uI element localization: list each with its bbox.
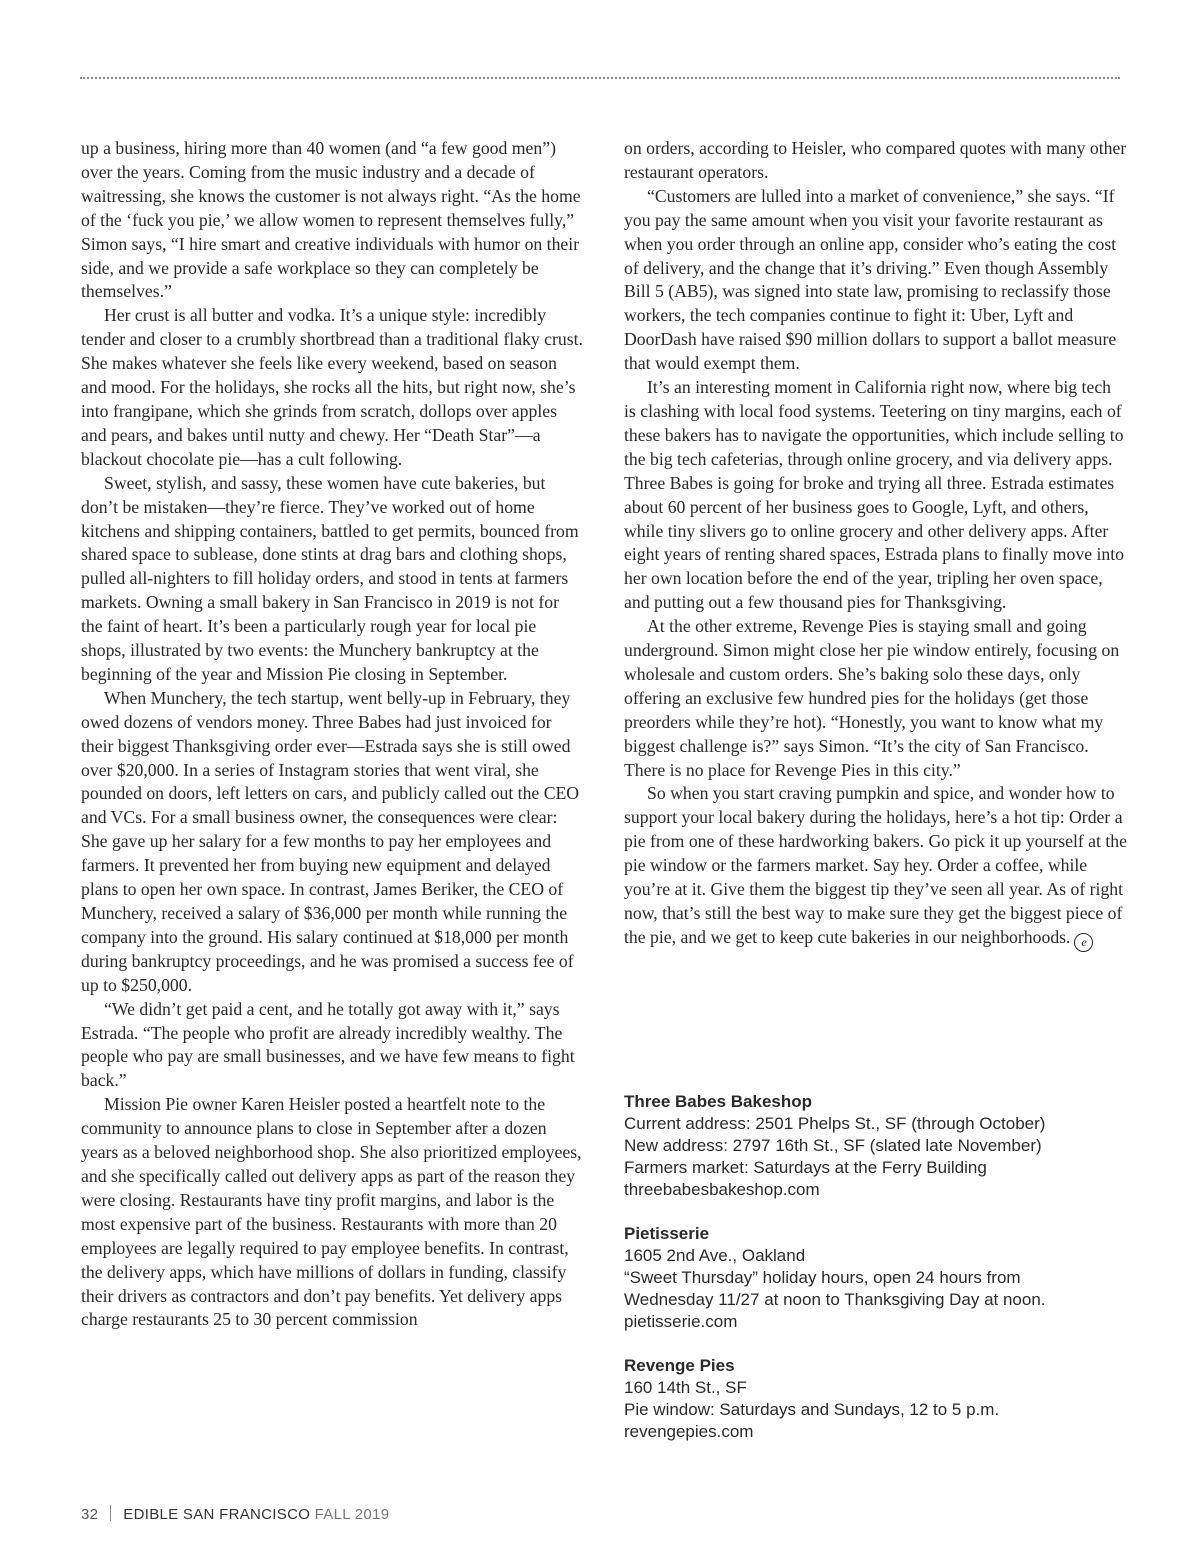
listing-line: Pie window: Saturdays and Sundays, 12 to 5 p.m. [624, 1400, 1000, 1419]
paragraph: Mission Pie owner Karen Heisler posted a heartfelt note to the community to announce plans to close in September after a dozen years as a beloved neighborhood shop. She also prioritized employees, and she specifically called out delivery apps as part of the reason they were closing. Restaurants have tiny profit margins, and labor is the most expensive part of the business. Restaurants with more than 20 employees are legally required to pay employee benefits. In contrast, the delivery apps, which have millions of dollars in funding, classify their drivers as contractors and don’t pay benefits. Yet delivery apps charge restaurants 25 to 30 percent commission [81, 1094, 582, 1330]
end-of-story-icon: e [1074, 933, 1093, 952]
article-column-left [81, 137, 583, 1332]
listing-website-link[interactable]: threebabesbakeshop.com [624, 1180, 820, 1199]
listing-line: Farmers market: Saturdays at the Ferry Building [624, 1158, 987, 1177]
paragraph: Sweet, stylish, and sassy, these women have cute bakeries, but don’t be mistaken—they’re fierce. They’ve worked out of home kitchens and shipping containers, battled to get permits, bounced from shared space to sublease, done stints at drag bars and clothing shops, pulled all-nighters to fill holiday orders, and stood in tents at farmers markets. Owning a small bakery in San Francisco in 2019 is not for the faint of heart. It’s been a particularly rough year for local pie shops, illustrated by two events: the Munchery bankruptcy at the beginning of the year and Mission Pie closing in September. [81, 472, 579, 684]
paragraph: At the other extreme, Revenge Pies is staying small and going underground. Simon might close her pie window entirely, focusing on wholesale and custom orders. She’s baking solo these days, only offering an exclusive few hundred pies for the holidays (get those preorders while they’re hot). “Honestly, you want to know what my biggest challenge is?” says Simon. “It’s the city of San Francisco. There is no place for Revenge Pies in this city.” [624, 616, 1120, 780]
listing-line: “Sweet Thursday” holiday hours, open 24 hours from [624, 1268, 1021, 1287]
paragraph: Her crust is all butter and vodka. It’s a unique style: incredibly tender and closer to a crumbly shortbread than a traditional flaky crust. She makes whatever she feels like every weekend, based on season and mood. For the holidays, she rocks all the hits, but right now, she’s into frangipane, which she grinds from scratch, dollops over apples and pears, and bakes until nutty and chewy. Her “Death Star”—a blackout chocolate pie—has a cult following. [81, 305, 583, 469]
paragraph: “Customers are lulled into a market of convenience,” she says. “If you pay the same amount when you visit your favorite restaurant as when you order through an online app, consider who’s eating the cost of delivery, and the change that it’s driving.” Even though Assembly Bill 5 (AB5), was signed into state law, promising to reclassify those workers, the tech companies continue to fight it: Uber, Lyft and DoorDash have raised $90 million dollars to support a ballot measure that would exempt them. [624, 185, 1117, 374]
page-number: 32 [81, 1506, 99, 1523]
page-footer [81, 1505, 389, 1523]
listing-pietisserie [624, 1223, 1164, 1333]
listing-line: 1605 2nd Ave., Oakland [624, 1246, 806, 1265]
listing-name: Revenge Pies [624, 1356, 735, 1375]
listing-line: New address: 2797 16th St., SF (slated late November) [624, 1136, 1042, 1155]
paragraph: on orders, according to Heisler, who compared quotes with many other restaurant operators. [624, 138, 1127, 182]
listing-three-babes [624, 1091, 1164, 1201]
listing-name: Pietisserie [624, 1224, 710, 1243]
bakery-listings [624, 1091, 1164, 1465]
paragraph: When Munchery, the tech startup, went belly-up in February, they owed dozens of vendors money. Three Babes had just invoiced for their biggest Thanksgiving order ever—Estrada says she is still owed over $20,000. In a series of Instagram stories that went viral, she pounded on doors, left letters on cars, and publicly called out the CEO and VCs. For a small business owner, the consequences were clear: She gave up her salary for a few months to pay her employees and farmers. It prevented her from buying new equipment and delayed plans to open her own space. In contrast, James Beriker, the CEO of Munchery, received a salary of $36,000 per month while running the company into the ground. His salary continued at $18,000 per month during bankruptcy proceedings, and he was promised a success fee of up to $250,000. [81, 687, 580, 995]
listing-website-link[interactable]: pietisserie.com [624, 1312, 738, 1331]
listing-line: 160 14th St., SF [624, 1378, 747, 1397]
article-column-right [624, 137, 1127, 952]
listing-name: Three Babes Bakeshop [624, 1092, 813, 1111]
paragraph: “We didn’t get paid a cent, and he totally got away with it,” says Estrada. “The people who profit are already incredibly wealthy. The people who pay are small businesses, and we have few means to fight back.” [81, 998, 575, 1091]
paragraph: up a business, hiring more than 40 women (and “a few good men”) over the years. Coming from the music industry and a decade of waitressing, she knows the customer is not always right. “As the home of the ‘fuck you pie,’ we allow women to represent themselves fully,” Simon says, “I hire smart and creative individuals with humor on their side, and we provide a safe workplace so they can completely be themselves.” [81, 138, 581, 302]
listing-line: Current address: 2501 Phelps St., SF (through October) [624, 1114, 1046, 1133]
listing-website-link[interactable]: revengepies.com [624, 1422, 754, 1441]
paragraph: It’s an interesting moment in California right now, where big tech is clashing with local food systems. Teetering on tiny margins, each of these bakers has to navigate the opportunities, which include selling to the big tech cafeterias, through online grocery, and via delivery apps. Three Babes is going for broke and trying all three. Estrada estimates about 60 percent of her business goes to Google, Lyft, and others, while tiny slivers go to online grocery and other delivery apps. After eight years of renting shared spaces, Estrada plans to finally move into her own location before the end of the year, tripling her oven space, and putting out a few thousand pies for Thanksgiving. [624, 377, 1125, 613]
top-dotted-rule [80, 77, 1120, 79]
paragraph-final [624, 782, 1127, 951]
paragraph-text: So when you start craving pumpkin and spice, and wonder how to support your local bakery during the holidays, here’s a hot tip: Order a pie from one of these hardworking bakers. Go pick it up yourself at the pie window or the farmers market. Say hey. Order a coffee, while you’re at it. Give them the biggest tip they’ve seen all year. As of right now, that’s still the best way to make sure they get the biggest piece of the pie, and we get to keep cute bakeries in our neighborhoods. [624, 783, 1127, 947]
publication-name: EDIBLE SAN FRANCISCO [123, 1506, 311, 1523]
listing-line: Wednesday 11/27 at noon to Thanksgiving Day at noon. [624, 1290, 1046, 1309]
issue-label: FALL 2019 [314, 1506, 390, 1523]
listing-revenge-pies [624, 1355, 1164, 1443]
footer-divider [110, 1505, 111, 1521]
